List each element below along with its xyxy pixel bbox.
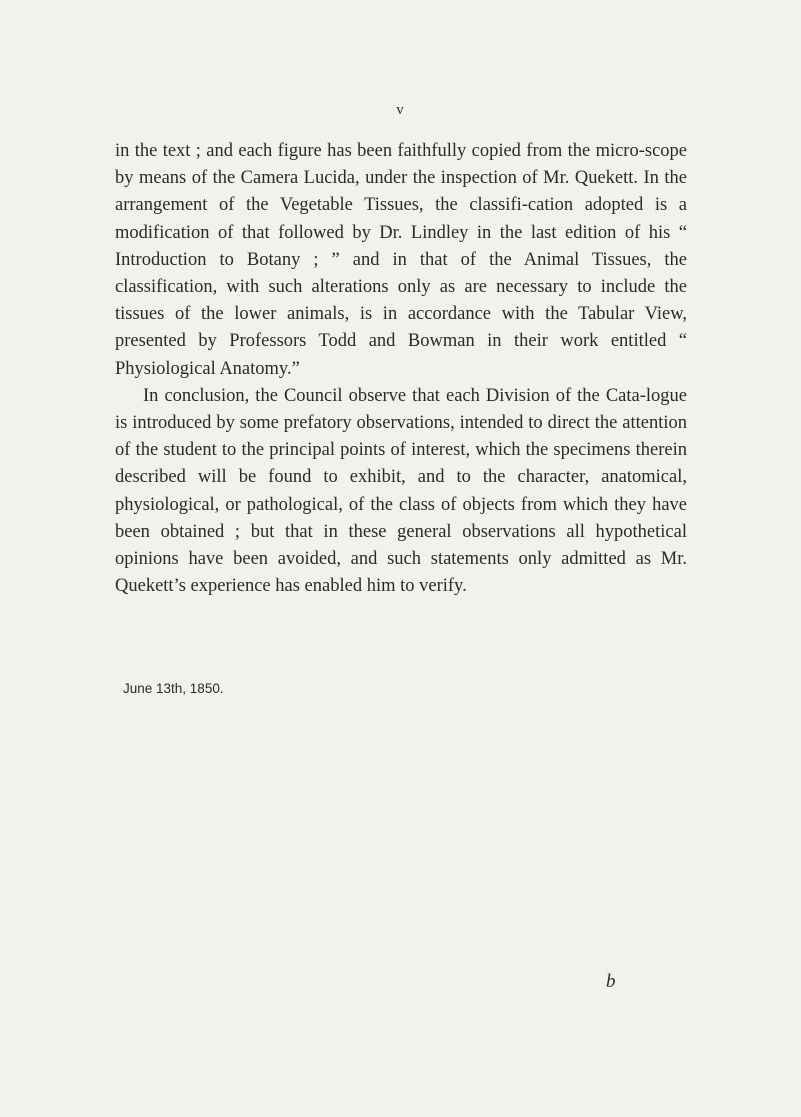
paragraph-2: In conclusion, the Council observe that each Division of the Cata-logue is introduced by some prefatory observations, intended to direct the attention of the student to the principal points of interest, which the specimens therein described will be found to exhibit, and to the character, anatomical, physiological, or pathological, of the class of objects from which they have been obtained ; but that in these general observations all hypothetical opinions have been avoided, and such statements only admitted as Mr. Quekett’s experience has enabled him to verify. <box>115 385 687 597</box>
signature-mark: b <box>606 971 616 992</box>
dateline: June 13th, 1850. <box>123 681 224 696</box>
paragraph-1: in the text ; and each figure has been faithfully copied from the micro-scope by means of the Camera Lucida, under the inspection of Mr. Quekett. In the arrangement of the Vegetable Tissues, the classifi-cation adopted is a modification of that followed by Dr. Lindley in the last edition of his “ Introduction to Botany ; ” and in that of the Animal Tissues, the classification, with such alterations only as are necessary to include the tissues of the lower animals, is in accordance with the Tabular View, presented by Professors Todd and Bowman in their work entitled “ Physiological Anatomy.” <box>115 141 687 379</box>
body-text <box>115 138 687 600</box>
page-number: v <box>396 102 405 118</box>
